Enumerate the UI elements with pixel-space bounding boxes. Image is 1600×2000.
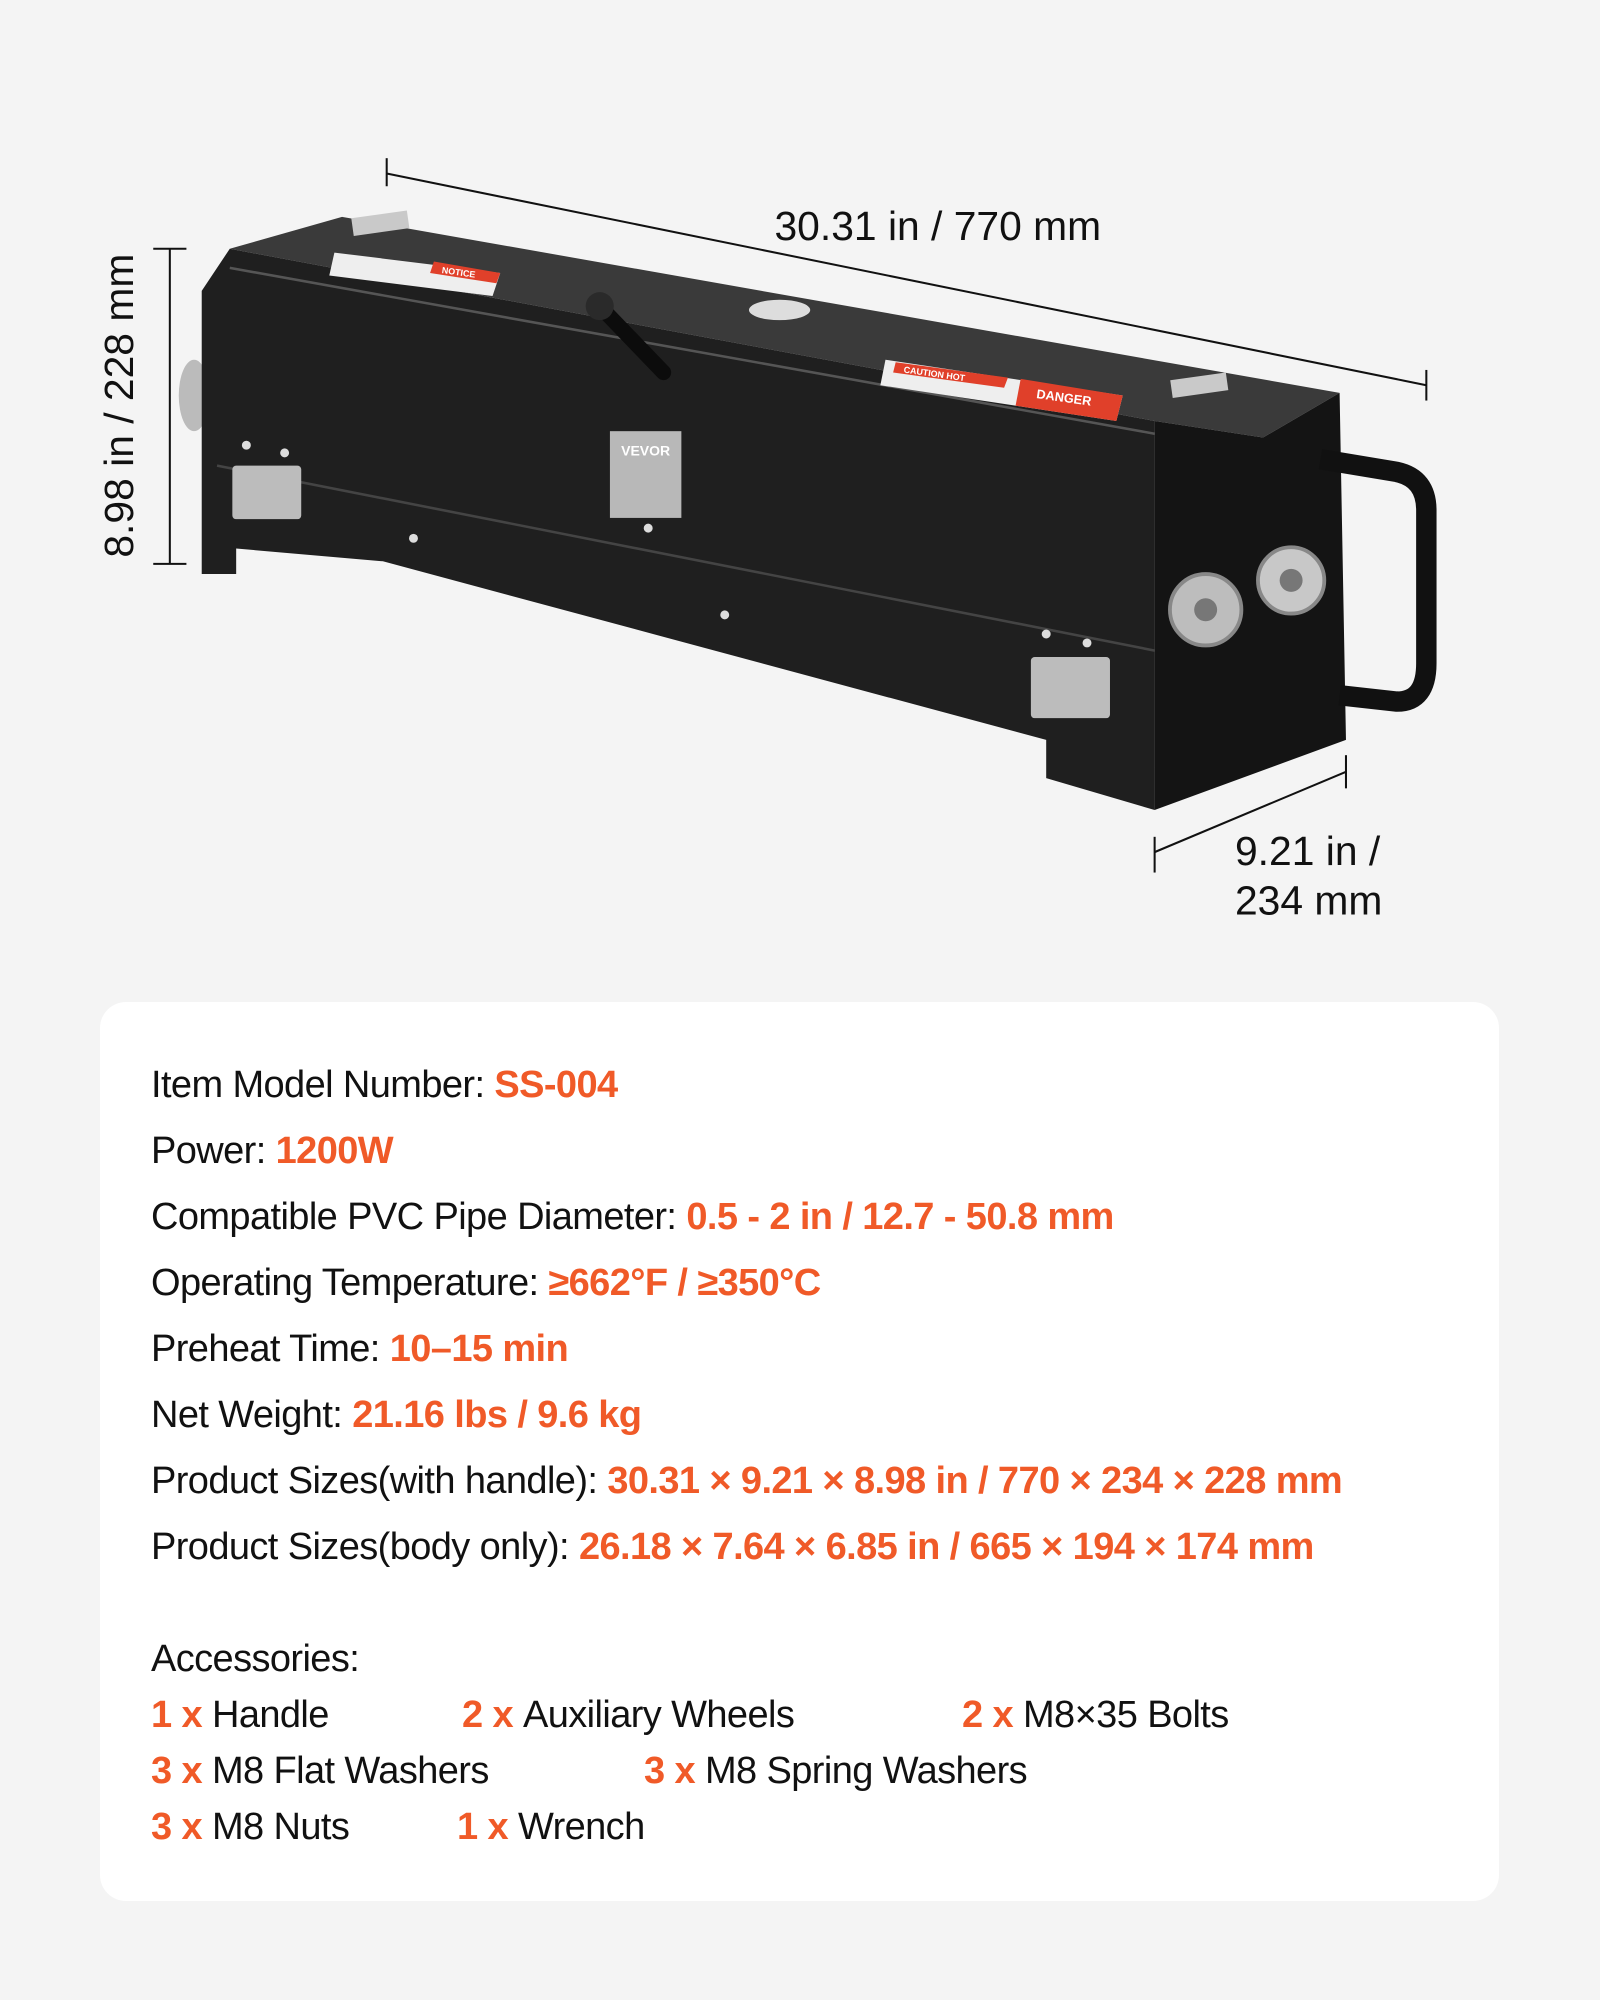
length-dimension-label: 30.31 in / 770 mm (774, 202, 1102, 249)
product-hero (0, 0, 1600, 995)
spec-size-with-handle: Product Sizes(with handle): 30.31 × 9.21 × 8.98 in / 770 × 234 × 228 mm (151, 1460, 1343, 1502)
width-dimension-label-1: 9.21 in / (1234, 827, 1381, 874)
accessories-title: Accessories: (151, 1638, 360, 1680)
spec-pipe-diameter: Compatible PVC Pipe Diameter: 0.5 - 2 in / 12.7 - 50.8 mm (151, 1196, 1114, 1238)
accessory-item: 3 x M8 Nuts (151, 1806, 350, 1848)
specifications-card (100, 1002, 1499, 1901)
accessory-item: 2 x M8×35 Bolts (962, 1694, 1229, 1736)
danger-label-text: DANGER (1035, 386, 1093, 409)
accessory-item: 1 x Handle (151, 1694, 329, 1736)
accessory-item: 1 x Wrench (457, 1806, 645, 1848)
accessory-item: 3 x M8 Spring Washers (644, 1750, 1028, 1792)
width-dimension-label-2: 234 mm (1234, 877, 1383, 924)
spec-net-weight: Net Weight: 21.16 lbs / 9.6 kg (151, 1394, 642, 1436)
accessory-item: 2 x Auxiliary Wheels (462, 1694, 795, 1736)
spec-preheat-time: Preheat Time: 10–15 min (151, 1328, 569, 1370)
accessory-item: 3 x M8 Flat Washers (151, 1750, 489, 1792)
brand-logo: VEVOR (621, 442, 671, 459)
height-dimension-label: 8.98 in / 228 mm (95, 253, 142, 558)
spec-model-number: Item Model Number: SS-004 (151, 1064, 618, 1106)
spec-operating-temperature: Operating Temperature: ≥662°F / ≥350°C (151, 1262, 821, 1304)
spec-power: Power: 1200W (151, 1130, 394, 1172)
notice-label-text: NOTICE (441, 265, 476, 280)
caution-hot-label-text: CAUTION HOT (903, 364, 966, 384)
pvc-heater-product (179, 210, 1427, 810)
spec-size-body-only: Product Sizes(body only): 26.18 × 7.64 × 6.85 in / 665 × 194 × 174 mm (151, 1526, 1314, 1568)
